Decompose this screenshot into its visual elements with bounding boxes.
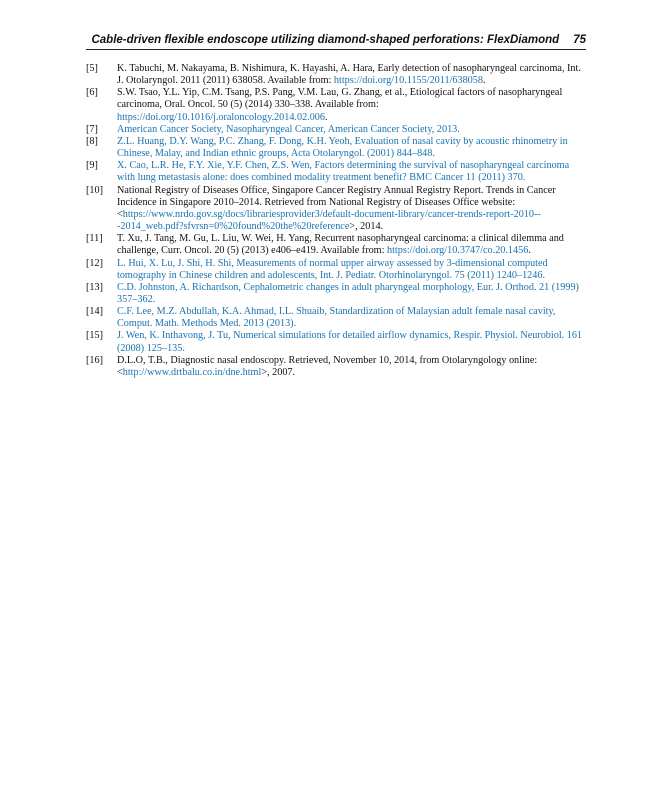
- reference-item: [86, 306, 586, 330]
- reference-item: [86, 136, 586, 160]
- reference-segment: .: [325, 111, 328, 123]
- reference-link[interactable]: https://doi.org/10.1155/2011/638058: [333, 75, 483, 87]
- reference-number: [13]: [86, 281, 103, 293]
- reference-segment: .: [482, 75, 486, 87]
- reference-item: [86, 355, 586, 379]
- reference-number: [9]: [86, 160, 98, 172]
- reference-item: [86, 124, 586, 136]
- reference-text: [117, 355, 586, 379]
- reference-number: [7]: [86, 123, 98, 135]
- reference-link[interactable]: J. Wen, K. Inthavong, J. Tu, Numerical simulations for detailed airflow dynamics, Respir. Physiol. Neurobiol. 161 (2008) 125–135.: [117, 330, 583, 354]
- reference-link[interactable]: American Cancer Society, Nasopharyngeal Cancer, American Cancer Society, 2013.: [117, 123, 460, 135]
- reference-text: [117, 233, 586, 257]
- reference-item: [86, 233, 586, 257]
- running-title: Cable-driven flexible endoscope utilizing diamond-shaped perforations: FlexDiamond: [91, 34, 560, 46]
- reference-text: [117, 124, 586, 136]
- reference-item: [86, 63, 586, 87]
- reference-segment: T. Xu, J. Tang, M. Gu, L. Liu, W. Wei, H. Yang, Recurrent nasopharyngeal carcinoma: a clinical dilemma and challenge, Curr. Oncol. 20 (5) (2013) e406–e419. Available from:: [117, 233, 564, 257]
- reference-segment: .: [528, 245, 531, 257]
- reference-segment: National Registry of Diseases Office, Singapore Cancer Registry Annual Registry Report. Trends in Cancer Incidence in Singapore 2010–2014. Retrieved from National Registry of Diseases Office website: <: [117, 184, 556, 220]
- reference-text: [117, 185, 586, 234]
- reference-number: [12]: [86, 257, 103, 269]
- reference-text: [117, 306, 586, 330]
- reference-link[interactable]: C.F. Lee, M.Z. Abdullah, K.A. Ahmad, I.L. Shuaib, Standardization of Malaysian adult female nasal cavity, Comput. Math. Methods Med. 2013 (2013).: [117, 306, 556, 330]
- reference-number: [6]: [86, 87, 98, 99]
- reference-link[interactable]: https://www.nrdo.gov.sg/docs/librariesprovider3/default-document-library/cancer-trends-report-2010---2014_web.pdf?sfvrsn=0%20found%20the%20reference: [117, 208, 541, 233]
- reference-link[interactable]: X. Cao, L.R. He, F.Y. Xie, Y.F. Chen, Z.S. Wen, Factors determining the survival of nasopharyngeal carcinoma with lung metastasis alone: does combined modality treatment benefit? BMC Cancer 11 (2011) 370.: [117, 160, 570, 184]
- reference-item: [86, 282, 586, 306]
- running-header: [86, 30, 586, 50]
- reference-text: [117, 136, 586, 160]
- reference-link[interactable]: C.D. Johnston, A. Richardson, Cephalometric changes in adult pharyngeal morphology, Eur. J. Orthod. 21 (1999) 357–362.: [117, 281, 579, 305]
- reference-item: [86, 185, 586, 234]
- reference-item: [86, 87, 586, 123]
- reference-text: [117, 63, 586, 87]
- reference-segment: >, 2007.: [261, 366, 296, 378]
- reference-number: [10]: [86, 184, 103, 196]
- reference-link[interactable]: Z.L. Huang, D.Y. Wang, P.C. Zhang, F. Dong, K.H. Yeoh, Evaluation of nasal cavity by acoustic rhinometry in Chinese, Malay, and Indian ethnic groups, Acta Otolaryngol. (2001) 844–848.: [117, 135, 568, 160]
- reference-item: [86, 160, 586, 184]
- reference-item: [86, 330, 586, 354]
- reference-item: [86, 258, 586, 282]
- reference-text: [117, 330, 586, 354]
- reference-number: [14]: [86, 306, 103, 318]
- reference-number: [16]: [86, 354, 103, 366]
- reference-text: [117, 87, 586, 123]
- reference-link[interactable]: L. Hui, X. Lu, J. Shi, H. Shi, Measurements of normal upper airway assessed by 3-dimensional computed tomography in Chinese children and adolescents, Int. J. Pediatr. Otorhinolaryngol. 75 (2011) 1240–1246.: [117, 257, 548, 281]
- reference-segment: >, 2014.: [349, 221, 384, 233]
- reference-text: [117, 160, 586, 184]
- reference-link[interactable]: https://doi.org/10.1016/j.oraloncology.2014.02.006: [117, 111, 325, 123]
- reference-number: [15]: [86, 330, 103, 342]
- reference-text: [117, 282, 586, 306]
- reference-number: [11]: [86, 233, 103, 245]
- reference-segment: K. Tabuchi, M. Nakayama, B. Nishimura, K. Hayashi, A. Hara, Early detection of nasopharyngeal carcinoma, Int. J. Otolaryngol. 2011 (2011) 638058. Available from:: [117, 63, 581, 87]
- reference-link[interactable]: http://www.drtbalu.co.in/dne.html: [122, 366, 262, 378]
- reference-segment: S.W. Tsao, Y.L. Yip, C.M. Tsang, P.S. Pang, V.M. Lau, G. Zhang, et al., Etiological factors of nasopharyngeal carcinoma, Oral. Oncol. 50 (5) (2014) 330–338. Available from:: [117, 87, 563, 111]
- reference-list: [86, 63, 586, 379]
- reference-segment: D.L.O, T.B., Diagnostic nasal endoscopy. Retrieved, November 10, 2014, from Otolaryngology online: <: [117, 354, 538, 378]
- reference-text: [117, 258, 586, 282]
- reference-number: [5]: [86, 63, 98, 74]
- reference-number: [8]: [86, 135, 98, 147]
- page-number: 75: [573, 34, 586, 46]
- reference-link[interactable]: https://doi.org/10.3747/co.20.1456: [387, 245, 529, 257]
